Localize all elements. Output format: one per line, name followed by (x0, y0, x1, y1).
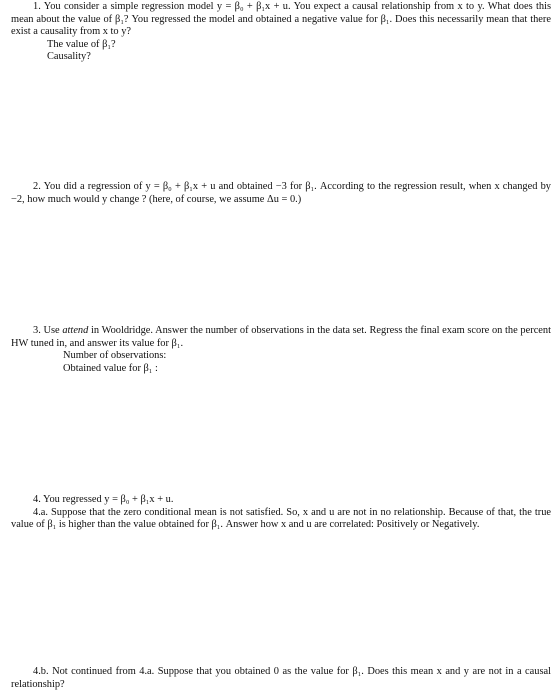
question-3-text-pre: 3. Use (33, 325, 63, 336)
question-1-text: 1. You consider a simple regression model y = β₀ + β₁x + u. You expect a causal relationship from x to y. What does this mean about the value of β₁? You regressed the model and obtained a negative value for β₁. Does this necessarily mean that there exist a causality from x to y? (11, 1, 551, 38)
question-3-text-post: in Wooldridge. Answer the number of observations in the data set. Regress the final exam score on the percent HW tuned in, and answer its value for β₁. (11, 325, 552, 349)
question-1-sub-causality: Causality? (47, 51, 91, 63)
question-1-sub-value: The value of β₁? (47, 38, 116, 50)
question-1 (11, 1, 551, 64)
question-3 (11, 325, 551, 375)
question-4b (11, 666, 551, 691)
question-4a-text: 4.a. Suppose that the zero conditional mean is not satisfied. So, x and u are not in no relationship. Because of that, the true value of β₁ is higher than the value obtained for β₁. Answer how x and u are correlated: Positively or Negatively. (11, 506, 551, 531)
question-3-sub-observations: Number of observations: (63, 350, 167, 362)
question-2 (11, 181, 551, 206)
question-3-sub-beta: Obtained value for β₁ : (63, 362, 158, 374)
question-4b-text: 4.b. Not continued from 4.a. Suppose that you obtained 0 as the value for β₁. Does this mean x and y are not in a causal relationship? (11, 666, 551, 690)
question-3-text (11, 325, 551, 350)
question-2-text: 2. You did a regression of y = β₀ + β₁x + u and obtained −3 for β₁. According to the regression result, when x changed by −2, how much would y change ? (here, of course, we assume Δu = 0.) (11, 181, 551, 205)
question-3-dataset-name: attend (62, 325, 89, 336)
question-4 (11, 494, 551, 532)
question-4-text: 4. You regressed y = β₀ + β₁x + u. (33, 494, 174, 505)
